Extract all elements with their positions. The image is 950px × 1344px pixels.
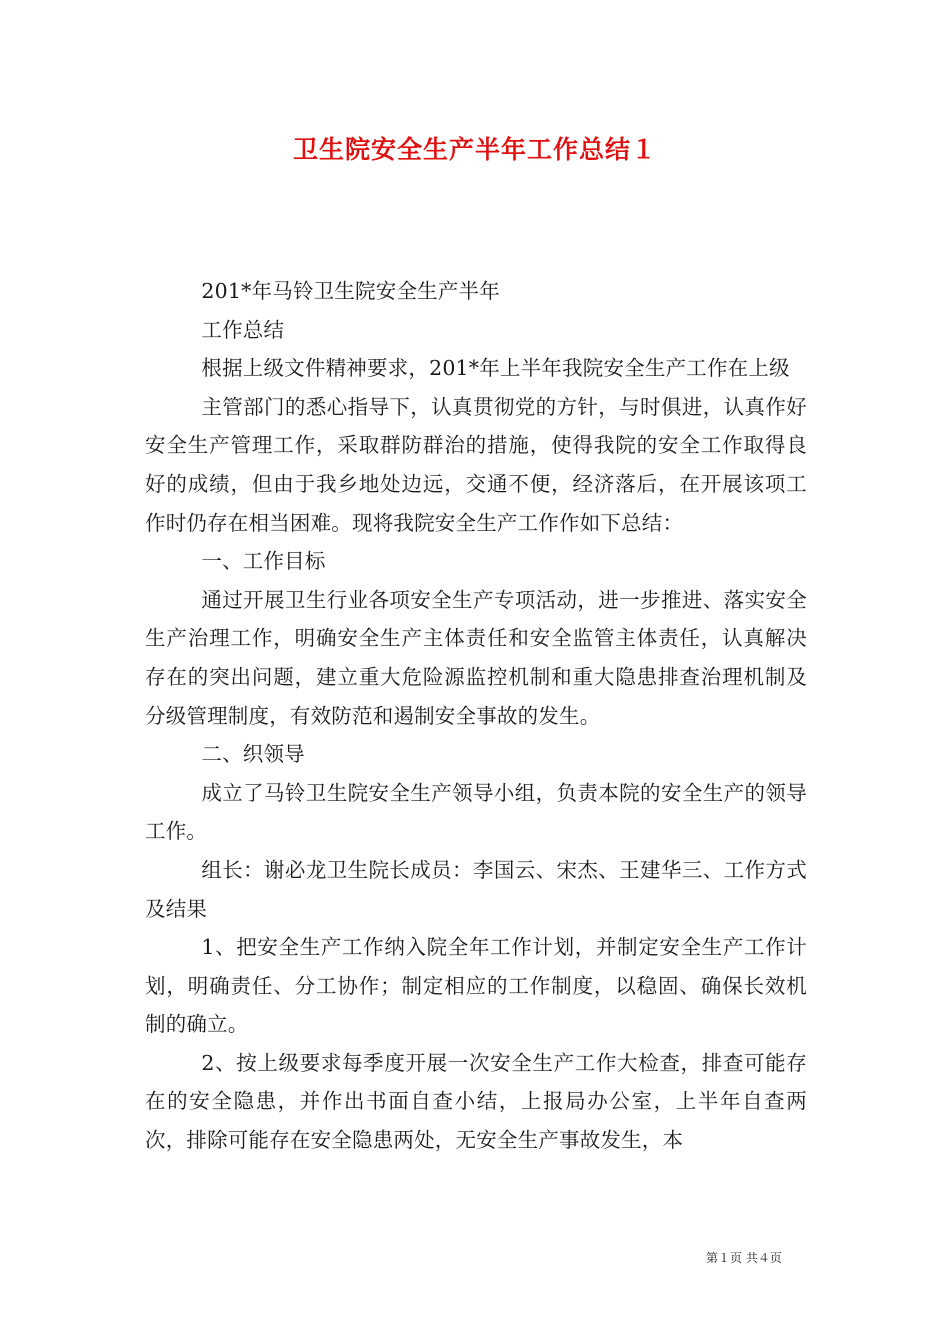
paragraph: 组长：谢必龙卫生院长成员：李国云、宋杰、王建华三、工作方式及结果 xyxy=(145,857,807,921)
paragraph: 工作总结 xyxy=(201,317,285,342)
paragraph: 根据上级文件精神要求，201*年上半年我院安全生产工作在上级 xyxy=(201,356,790,381)
section-heading: 二、织领导 xyxy=(201,742,305,767)
paragraph: 201*年马铃卫生院安全生产半年 xyxy=(201,279,500,303)
page-number: 第１页 共４页 xyxy=(706,1251,782,1265)
paragraph: 主管部门的悉心指导下，认真贯彻党的方针，与时俱进，认真作好安全生产管理工作，采取群防群治的措施，使得我院的安全工作取得良好的成绩，但由于我乡地处边远，交通不便，经济落后，在开展该项工作时仍存在相当困难。现将我院安全生产工作作如下总结： xyxy=(145,394,807,535)
section-heading: 一、工作目标 xyxy=(201,549,326,574)
document-title: 卫生院安全生产半年工作总结１ xyxy=(292,135,657,164)
paragraph: 通过开展卫生行业各项安全生产专项活动，进一步推进、落实安全生产治理工作，明确安全生产主体责任和安全监管主体责任，认真解决存在的突出问题，建立重大危险源监控机制和重大隐患排查治理机制及分级管理制度，有效防范和遏制安全事故的发生。 xyxy=(145,587,807,728)
document-body xyxy=(145,272,807,1160)
paragraph: 2、按上级要求每季度开展一次安全生产工作大检查，排查可能存在的安全隐患，并作出书面自查小结，上报局办公室，上半年自查两次，排除可能存在安全隐患两处，无安全生产事故发生，本 xyxy=(145,1050,807,1153)
paragraph: 1、把安全生产工作纳入院全年工作计划，并制定安全生产工作计划，明确责任、分工协作；制定相应的工作制度，以稳固、确保长效机制的确立。 xyxy=(145,935,807,1037)
paragraph: 成立了马铃卫生院安全生产领导小组，负责本院的安全生产的领导工作。 xyxy=(145,780,807,844)
